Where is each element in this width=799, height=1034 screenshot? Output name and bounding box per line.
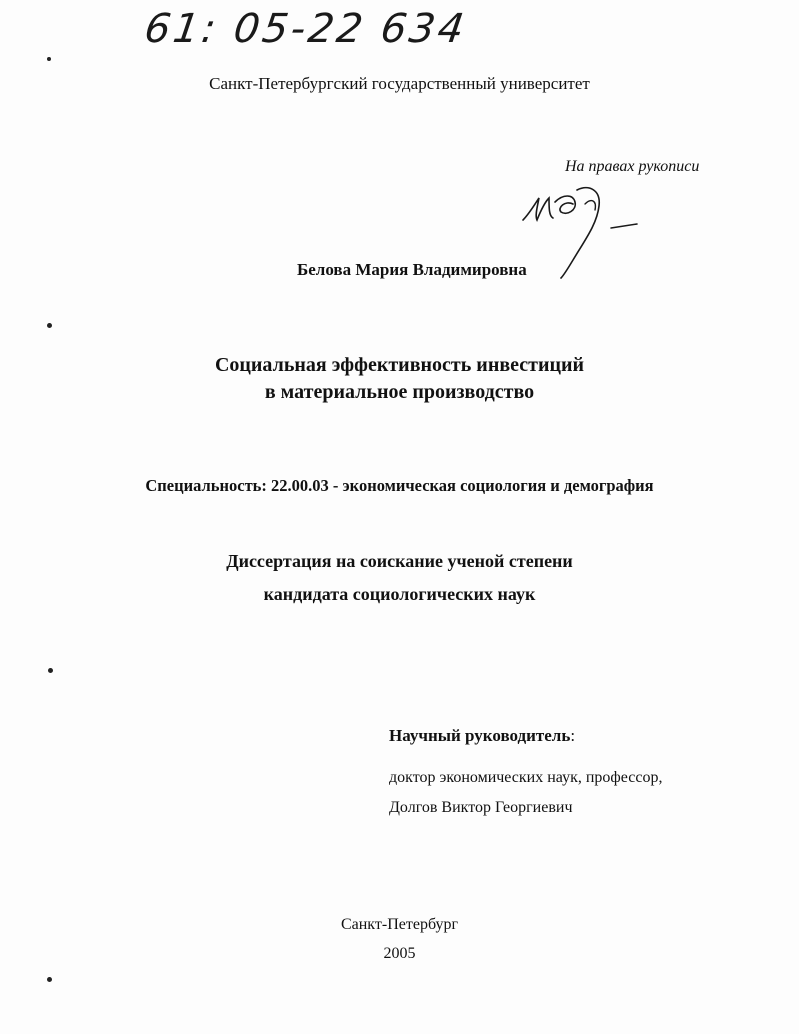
supervisor-label	[389, 726, 575, 746]
signature	[515, 180, 645, 280]
specialty-line: Специальность: 22.00.03 - экономическая социология и демография	[145, 476, 654, 495]
supervisor-degree: доктор экономических наук, профессор,	[389, 769, 663, 786]
year: 2005	[383, 945, 416, 962]
supervisor-name: Долгов Виктор Георгиевич	[389, 799, 573, 816]
scan-speck	[47, 323, 52, 328]
city: Санкт-Петербург	[340, 916, 459, 933]
supervisor-label-text: Научный руководитель	[389, 726, 571, 745]
university-name: Санкт-Петербургский государственный университет	[209, 74, 590, 93]
title-line-2: в материальное производство	[264, 381, 535, 403]
title-line-1: Социальная эффективность инвестиций	[214, 354, 585, 376]
archive-code-handwritten: 61: 05-22 634	[141, 6, 470, 52]
degree-line-1: Диссертация на соискание ученой степени	[226, 551, 573, 571]
scan-speck	[48, 668, 53, 673]
dissertation-title	[0, 352, 799, 406]
scan-speck	[47, 57, 51, 61]
author-name: Белова Мария Владимировна	[297, 260, 527, 279]
manuscript-rights-note: На правах рукописи	[565, 158, 700, 175]
scan-speck	[47, 977, 52, 982]
degree-statement	[0, 545, 799, 611]
degree-line-2: кандидата социологических наук	[263, 584, 536, 604]
supervisor-label-colon: :	[570, 726, 576, 745]
